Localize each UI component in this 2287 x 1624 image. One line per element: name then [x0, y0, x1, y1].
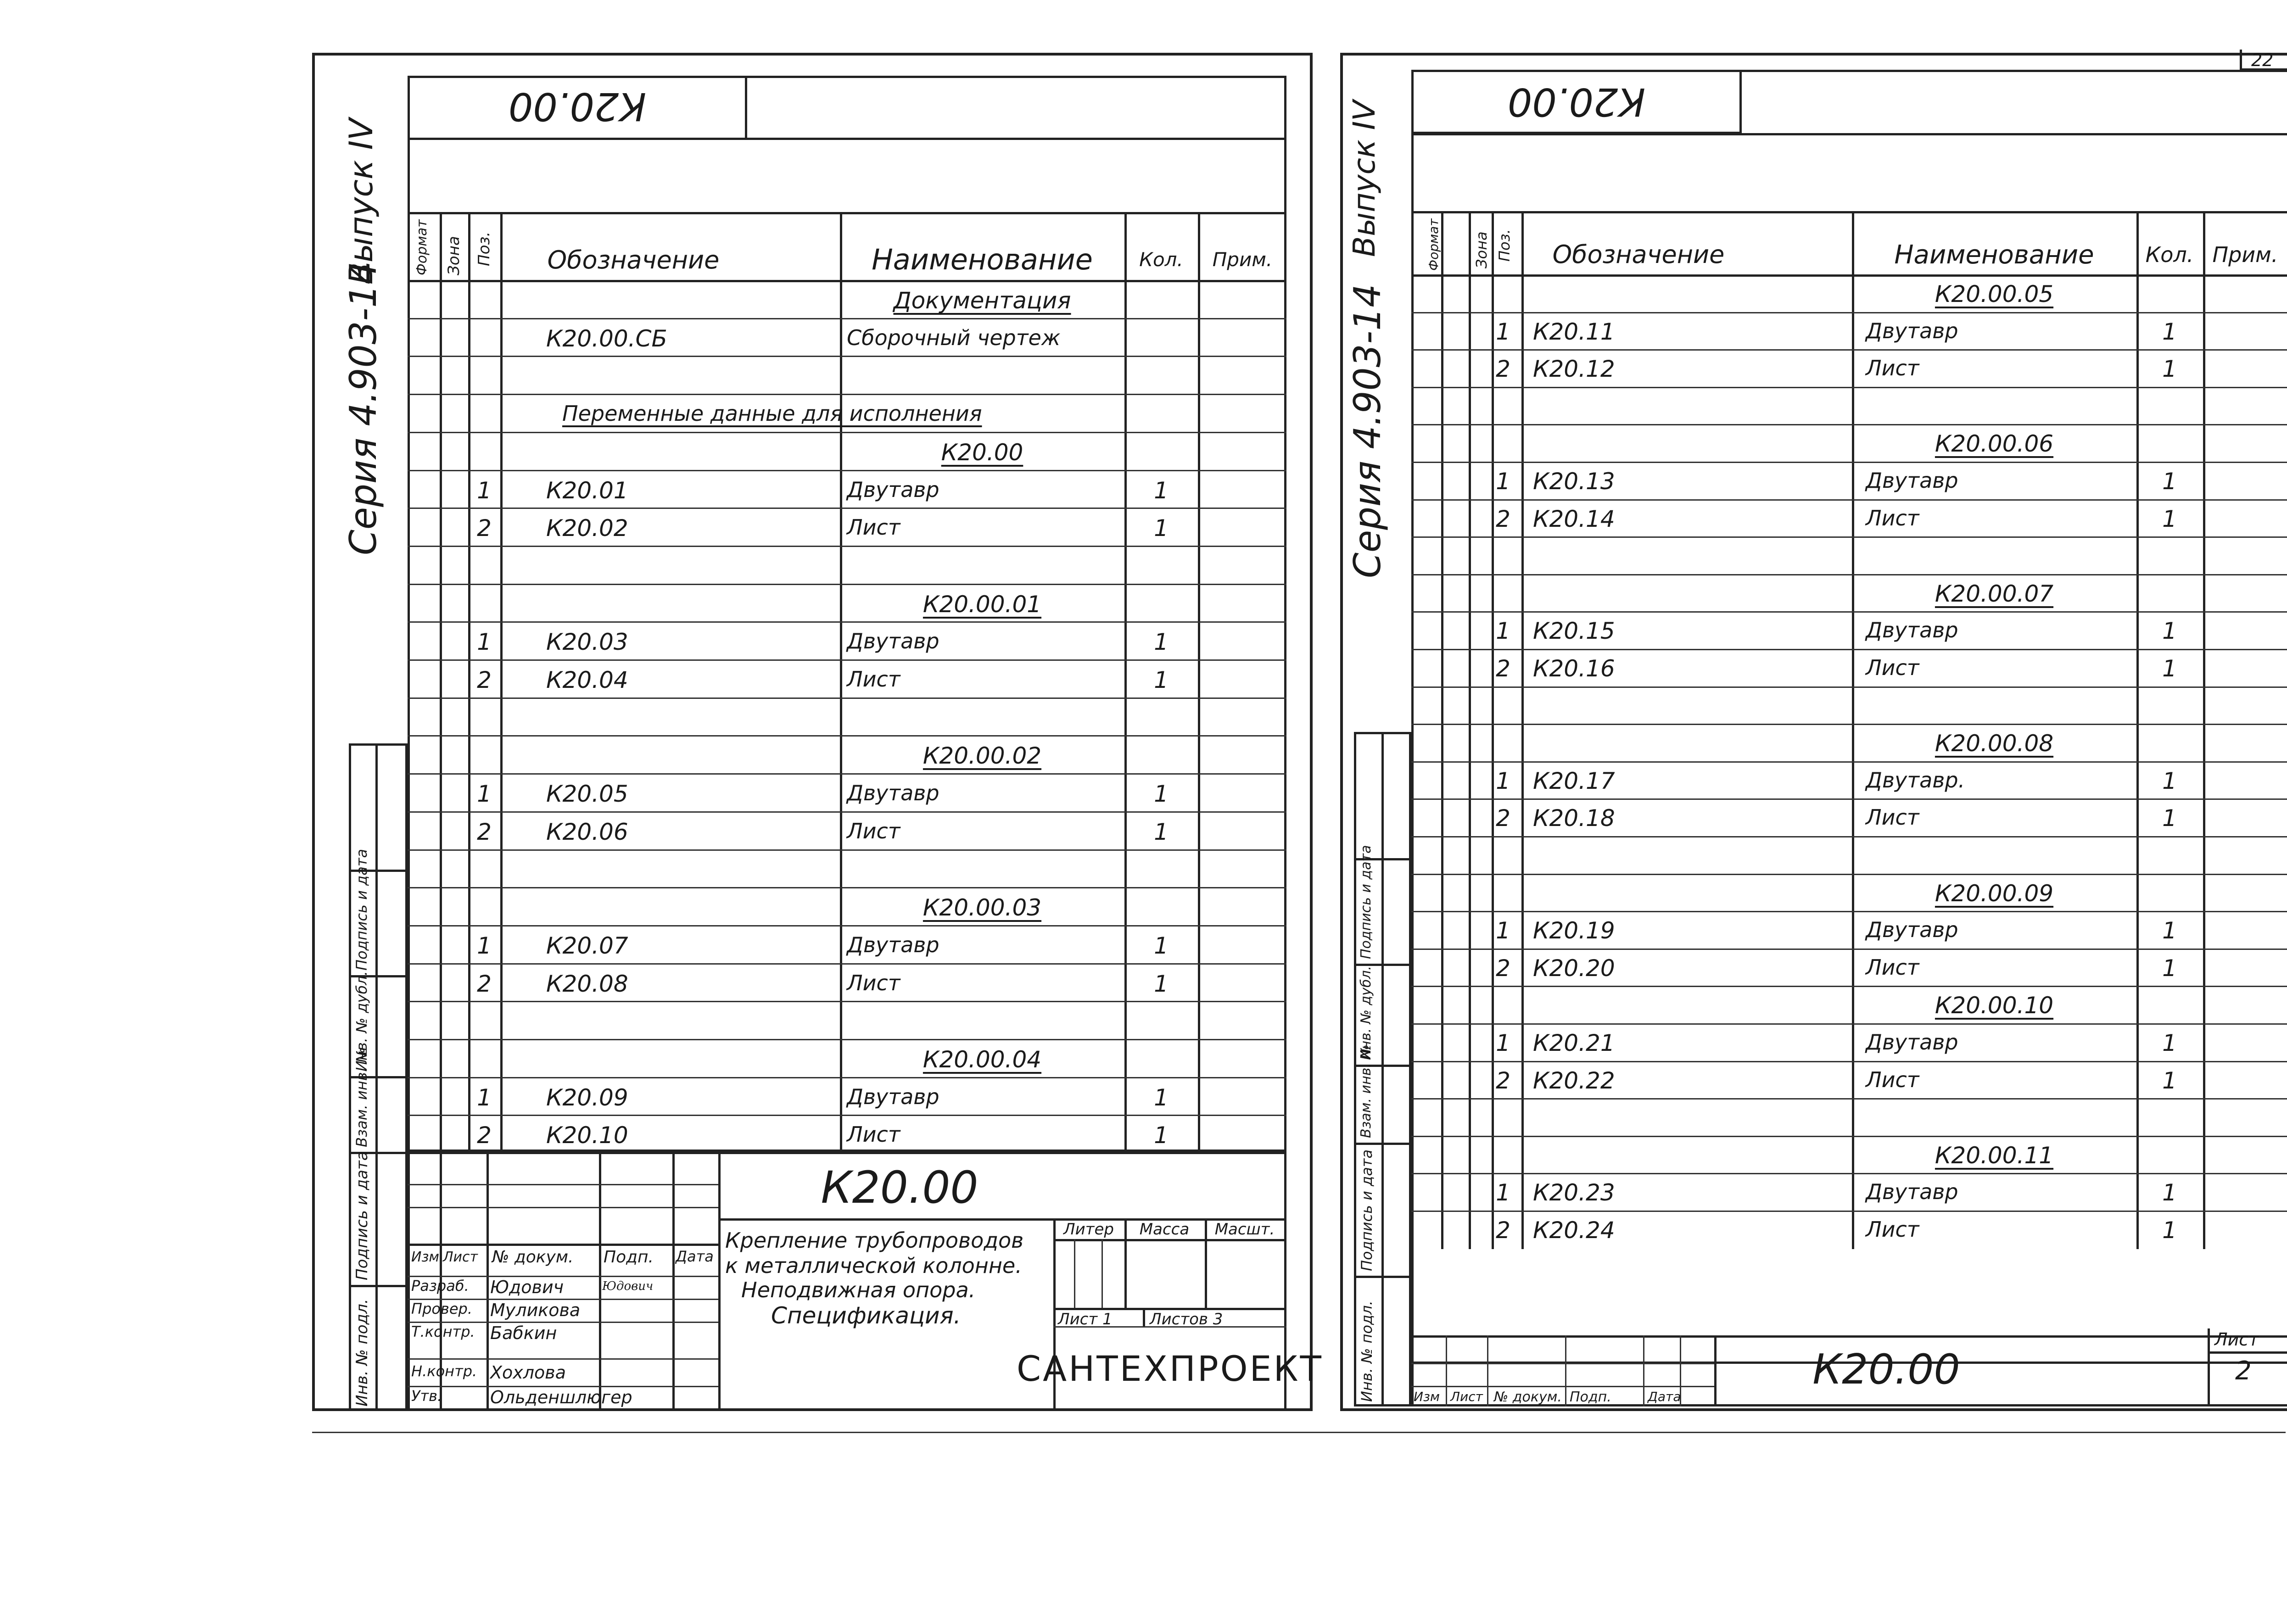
- table-row-line: [1411, 424, 2287, 425]
- designation-cell: К20.05: [546, 781, 628, 808]
- designation-cell: К20.07: [546, 932, 628, 959]
- role-name: Муликова: [490, 1300, 581, 1320]
- role-label: Н.контр.: [411, 1362, 477, 1380]
- left-tb-col-sheet: Лист: [443, 1249, 478, 1265]
- role-label: Утв.: [411, 1387, 442, 1405]
- position-cell: 2: [1496, 1067, 1510, 1094]
- quantity-cell: 1: [1154, 818, 1169, 845]
- table-row-line: [1411, 536, 2287, 538]
- quantity-cell: 1: [1154, 932, 1169, 959]
- name-cell: Лист: [847, 818, 900, 843]
- position-cell: 2: [1496, 505, 1510, 532]
- left-header-designation: Обозначение: [547, 246, 720, 274]
- role-label: Разраб.: [411, 1277, 469, 1295]
- designation-cell: К20.20: [1533, 954, 1615, 982]
- table-row-line: [1411, 1211, 2287, 1212]
- table-row-line: [408, 584, 1286, 585]
- left-header-qty: Кол.: [1139, 248, 1183, 271]
- table-row-line: [408, 356, 1286, 357]
- table-row-line: [408, 508, 1286, 509]
- quantity-cell: 1: [1154, 667, 1169, 693]
- right-corner-number: 22: [2251, 50, 2274, 70]
- role-label: Провер.: [411, 1300, 472, 1317]
- table-row-line: [408, 659, 1286, 661]
- left-tb-title-2: к металлической колонне.: [725, 1253, 1022, 1278]
- designation-cell: К20.01: [546, 477, 628, 504]
- table-row-line: [408, 735, 1286, 737]
- variant-heading: К20.00.09: [1935, 880, 2054, 907]
- name-cell: Лист: [847, 1122, 900, 1147]
- role-label: Т.контр.: [411, 1323, 475, 1340]
- table-row-line: [1411, 611, 2287, 613]
- right-code-stamp: К20.00: [1507, 79, 1646, 124]
- designation-cell: К20.16: [1533, 655, 1615, 682]
- designation-cell: К20.15: [1533, 618, 1615, 645]
- designation-cell: К20.06: [546, 818, 628, 845]
- position-cell: 1: [477, 477, 492, 504]
- table-row-line: [408, 1077, 1286, 1078]
- right-header-zone: Зона: [1473, 231, 1490, 268]
- right-tb-col-date: Дата: [1648, 1389, 1681, 1404]
- table-row-line: [408, 621, 1286, 623]
- table-row-line: [408, 1115, 1286, 1116]
- variant-heading: К20.00.04: [923, 1046, 1042, 1073]
- left-tb-title-1: Крепление трубопроводов: [725, 1228, 1024, 1253]
- designation-cell: К20.02: [546, 515, 628, 542]
- left-stamp-sign-date-1: Подпись и дата: [353, 1151, 371, 1280]
- table-row-line: [1411, 1023, 2287, 1025]
- position-cell: 1: [1496, 767, 1510, 794]
- left-stamp-vzam-inv: Взам. инв. №: [353, 1047, 370, 1147]
- right-header-designation: Обозначение: [1552, 240, 1725, 269]
- table-row-line: [1411, 1173, 2287, 1174]
- right-header-note: Прим.: [2212, 242, 2278, 267]
- name-cell: Сборочный чертеж: [847, 325, 1061, 350]
- role-name: Юдович: [490, 1277, 564, 1297]
- variant-heading: К20.00.03: [923, 894, 1042, 921]
- name-cell: Двутавр: [1866, 618, 1958, 643]
- left-header-pos: Поз.: [475, 231, 493, 266]
- variant-heading: К20.00: [941, 439, 1023, 466]
- designation-cell: К20.00.СБ: [546, 325, 667, 352]
- table-row-line: [408, 470, 1286, 471]
- quantity-cell: 1: [1154, 477, 1169, 504]
- left-stamp-inv-dubl: Инв. № дубл.: [353, 971, 370, 1072]
- left-series-vertical: Серия 4.903-14: [342, 261, 385, 555]
- position-cell: 2: [477, 1122, 492, 1149]
- table-row-line: [408, 811, 1286, 813]
- table-row-line: [1411, 874, 2287, 875]
- role-name: Бабкин: [490, 1323, 557, 1343]
- variant-heading: К20.00.01: [923, 591, 1042, 618]
- role-name: Ольденшлюгер: [490, 1387, 632, 1407]
- left-tb-liter: Литер: [1063, 1220, 1114, 1239]
- right-header-qty: Кол.: [2145, 242, 2194, 267]
- right-header-name: Наименование: [1894, 240, 2094, 270]
- name-cell: Двутавр: [847, 1084, 939, 1109]
- table-row-line: [408, 432, 1286, 433]
- scan-bottom-line: [312, 1432, 2286, 1433]
- right-stamp-sign-date-1: Подпись и дата: [1358, 1149, 1376, 1271]
- position-cell: 1: [1496, 1030, 1510, 1056]
- right-stamp-vzam-inv: Взам. инв. №: [1358, 1044, 1374, 1138]
- quantity-cell: 1: [1154, 781, 1169, 808]
- table-row-line: [1411, 1061, 2287, 1062]
- quantity-cell: 1: [2162, 1179, 2177, 1206]
- position-cell: 2: [477, 818, 492, 845]
- name-cell: Лист: [1866, 1067, 1919, 1092]
- name-cell: Двутавр: [847, 629, 939, 654]
- table-row-line: [408, 773, 1286, 775]
- designation-cell: К20.22: [1533, 1067, 1615, 1094]
- right-tb-col-docno: № докум.: [1494, 1389, 1562, 1405]
- position-cell: 1: [1496, 917, 1510, 944]
- variant-heading: К20.00.05: [1935, 281, 2054, 307]
- position-cell: 1: [1496, 468, 1510, 495]
- quantity-cell: 1: [2162, 618, 2177, 645]
- quantity-cell: 1: [2162, 954, 2177, 982]
- quantity-cell: 1: [2162, 1217, 2177, 1244]
- position-cell: 1: [477, 781, 492, 808]
- quantity-cell: 1: [2162, 917, 2177, 944]
- designation-cell: К20.04: [546, 667, 628, 693]
- left-tb-doc-code: К20.00: [821, 1162, 979, 1213]
- variant-heading: К20.00.02: [923, 742, 1042, 770]
- position-cell: 1: [477, 629, 492, 656]
- position-cell: 1: [1496, 1179, 1510, 1206]
- right-issue-vertical: Выпуск IV: [1347, 100, 1382, 257]
- variant-heading: К20.00.07: [1935, 580, 2054, 607]
- right-stamp-sign-date-2: Подпись и дата: [1358, 845, 1374, 959]
- position-cell: 2: [477, 515, 492, 542]
- table-row-line: [1411, 686, 2287, 688]
- name-cell: Лист: [1866, 1217, 1919, 1242]
- designation-cell: К20.13: [1533, 468, 1615, 495]
- table-row-line: [1411, 798, 2287, 800]
- position-cell: 2: [1496, 805, 1510, 832]
- table-row-line: [408, 849, 1286, 851]
- quantity-cell: 1: [2162, 318, 2177, 345]
- designation-cell: К20.11: [1533, 318, 1615, 345]
- quantity-cell: 1: [2162, 805, 2177, 832]
- quantity-cell: 1: [1154, 1122, 1169, 1149]
- table-row-line: [408, 887, 1286, 888]
- variant-heading: К20.00.11: [1935, 1142, 2054, 1169]
- section-heading: Переменные данные для исполнения: [562, 401, 982, 426]
- name-cell: Двутавр: [847, 781, 939, 806]
- quantity-cell: 1: [2162, 1030, 2177, 1056]
- position-cell: 1: [477, 932, 492, 959]
- right-tb-sheet-label: Лист: [2214, 1329, 2259, 1350]
- position-cell: 2: [1496, 954, 1510, 982]
- left-tb-title-3: Неподвижная опора.: [741, 1278, 976, 1302]
- left-tb-sheets: Листов 3: [1150, 1310, 1223, 1328]
- designation-cell: К20.24: [1533, 1217, 1615, 1244]
- name-cell: Лист: [1866, 954, 1919, 980]
- left-tb-org: САНТЕХПРОЕКТ: [1017, 1348, 1323, 1389]
- quantity-cell: 1: [2162, 356, 2177, 383]
- right-series-vertical: Серия 4.903-14: [1346, 284, 1389, 578]
- table-row-line: [1411, 949, 2287, 950]
- quantity-cell: 1: [1154, 629, 1169, 656]
- table-row-line: [1411, 911, 2287, 912]
- signature: Юдович: [602, 1279, 654, 1293]
- designation-cell: К20.18: [1533, 805, 1615, 832]
- table-row-line: [1411, 312, 2287, 313]
- name-cell: Лист: [847, 515, 900, 540]
- table-row-line: [1411, 724, 2287, 725]
- name-cell: Двутавр: [847, 932, 939, 957]
- name-cell: Лист: [1866, 505, 1919, 530]
- table-row-line: [1411, 1136, 2287, 1137]
- name-cell: Двутавр: [1866, 917, 1958, 943]
- table-row-line: [408, 1001, 1286, 1002]
- left-header-format: Формат: [414, 219, 430, 275]
- table-row-line: [1411, 649, 2287, 650]
- name-cell: Двутавр.: [1866, 767, 1965, 792]
- right-header-format: Формат: [1426, 218, 1441, 271]
- name-cell: Двутавр: [847, 477, 939, 502]
- table-row-line: [1411, 1098, 2287, 1099]
- left-tb-col-date: Дата: [676, 1248, 714, 1265]
- position-cell: 1: [1496, 618, 1510, 645]
- right-stamp-inv-podl: Инв. № подл.: [1358, 1300, 1376, 1402]
- designation-cell: К20.21: [1533, 1030, 1615, 1056]
- name-cell: Двутавр: [1866, 1179, 1958, 1205]
- left-code-stamp: К20.00: [508, 84, 647, 129]
- table-row-line: [408, 318, 1286, 319]
- table-row-line: [408, 394, 1286, 395]
- right-tb-col-sheet: Лист: [1450, 1389, 1483, 1404]
- position-cell: 1: [477, 1084, 492, 1111]
- name-cell: Двутавр: [1866, 1030, 1958, 1055]
- right-tb-sheet-no: 2: [2235, 1356, 2252, 1386]
- table-row-line: [1411, 836, 2287, 837]
- left-tb-col-docno: № докум.: [492, 1248, 574, 1267]
- position-cell: 1: [1496, 318, 1510, 345]
- designation-cell: К20.08: [546, 970, 628, 997]
- designation-cell: К20.23: [1533, 1179, 1615, 1206]
- left-header-note: Прим.: [1212, 248, 1273, 271]
- table-row-line: [1411, 349, 2287, 351]
- table-row-line: [408, 546, 1286, 547]
- designation-cell: К20.17: [1533, 767, 1615, 794]
- variant-heading: К20.00.08: [1935, 730, 2054, 757]
- table-row-line: [1411, 761, 2287, 763]
- variant-heading: К20.00.06: [1935, 430, 2054, 458]
- quantity-cell: 1: [2162, 1067, 2177, 1094]
- left-tb-scale: Масшт.: [1214, 1220, 1275, 1239]
- quantity-cell: 1: [1154, 970, 1169, 997]
- position-cell: 2: [477, 970, 492, 997]
- left-tb-col-sign: Подп.: [604, 1248, 654, 1267]
- left-header-name: Наименование: [872, 243, 1093, 276]
- position-cell: 2: [1496, 655, 1510, 682]
- position-cell: 2: [1496, 1217, 1510, 1244]
- position-cell: 2: [1496, 356, 1510, 383]
- name-cell: Двутавр: [1866, 468, 1958, 493]
- table-row-line: [1411, 574, 2287, 575]
- left-tb-title-4: Спецификация.: [771, 1302, 961, 1329]
- right-tb-doc-code: К20.00: [1812, 1345, 1960, 1394]
- table-row-line: [1411, 462, 2287, 463]
- left-stamp-sign-date-2: Подпись и дата: [353, 848, 370, 971]
- designation-cell: К20.09: [546, 1084, 628, 1111]
- left-tb-col-change: Изм: [411, 1249, 440, 1265]
- right-header-pos: Поз.: [1496, 229, 1513, 262]
- name-cell: Лист: [1866, 356, 1919, 381]
- left-header-zone: Зона: [445, 236, 463, 275]
- designation-cell: К20.14: [1533, 505, 1615, 532]
- name-cell: Лист: [1866, 655, 1919, 680]
- name-cell: Лист: [1866, 805, 1919, 830]
- designation-cell: К20.19: [1533, 917, 1615, 944]
- designation-cell: К20.12: [1533, 356, 1615, 383]
- left-tb-mass: Масса: [1139, 1220, 1190, 1239]
- left-tb-sheet: Лист 1: [1058, 1310, 1113, 1328]
- quantity-cell: 1: [1154, 1084, 1169, 1111]
- table-row-line: [408, 925, 1286, 926]
- quantity-cell: 1: [2162, 767, 2177, 794]
- table-row-line: [408, 1039, 1286, 1040]
- quantity-cell: 1: [2162, 655, 2177, 682]
- designation-cell: К20.10: [546, 1122, 628, 1149]
- table-row-line: [408, 698, 1286, 699]
- quantity-cell: 1: [1154, 515, 1169, 542]
- variant-heading: Документация: [893, 287, 1071, 314]
- left-issue-vertical: Выпуск IV: [342, 118, 380, 285]
- table-row-line: [1411, 499, 2287, 501]
- position-cell: 2: [477, 667, 492, 693]
- quantity-cell: 1: [2162, 468, 2177, 495]
- left-stamp-inv-podl: Инв. № подл.: [353, 1299, 371, 1406]
- variant-heading: К20.00.10: [1935, 992, 2054, 1019]
- name-cell: Лист: [847, 970, 900, 995]
- right-tb-col-sign: Подп.: [1570, 1389, 1611, 1405]
- quantity-cell: 1: [2162, 505, 2177, 532]
- table-row-line: [408, 963, 1286, 965]
- role-name: Хохлова: [490, 1362, 566, 1383]
- right-tb-col-change: Изм: [1414, 1389, 1440, 1404]
- table-row-line: [1411, 986, 2287, 987]
- name-cell: Двутавр: [1866, 318, 1958, 343]
- table-row-line: [1411, 387, 2287, 388]
- designation-cell: К20.03: [546, 629, 628, 656]
- right-stamp-inv-dubl: Инв. № дубл.: [1358, 965, 1374, 1060]
- name-cell: Лист: [847, 667, 900, 692]
